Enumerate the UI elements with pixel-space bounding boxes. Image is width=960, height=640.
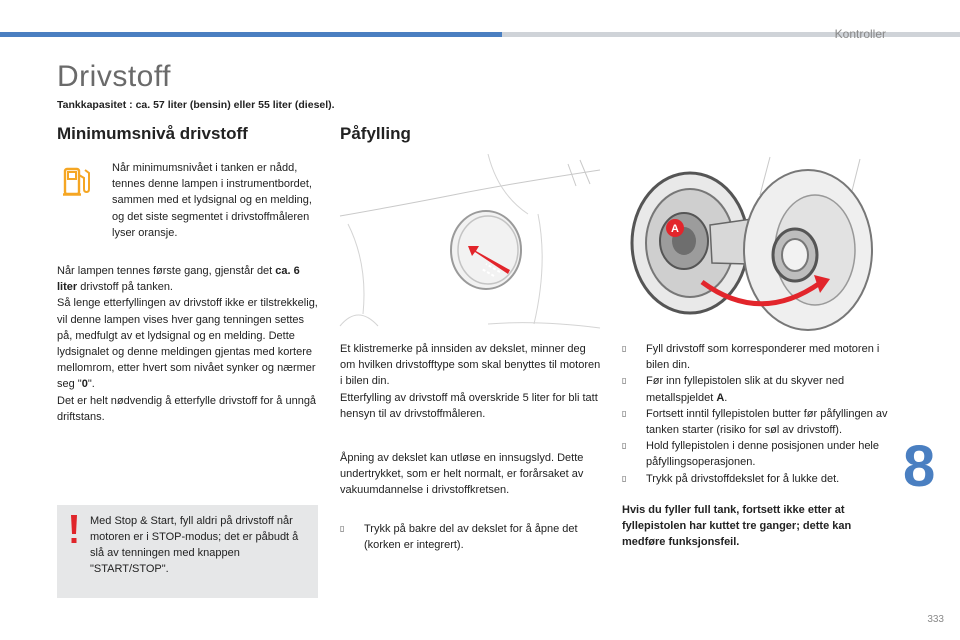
repeat-warning-text — [57, 295, 319, 392]
step-text: Trykk på drivstoffdekslet for å lukke det. — [646, 472, 840, 485]
exclamation-icon — [67, 513, 81, 547]
label-a: A — [671, 223, 679, 235]
step-text: Før inn fyllepistolen slik at du skyver ned metallspjeldet — [646, 375, 845, 404]
sticker-info-paragraph — [340, 341, 602, 422]
remaining-suffix: drivstoff på tanken. — [77, 281, 173, 294]
fuel-pump-icon — [62, 165, 92, 199]
list-item — [622, 471, 890, 487]
repeat-suffix: ". — [87, 378, 95, 391]
step-text-suffix: . — [724, 391, 728, 404]
bullet-icon: ▯ — [622, 344, 627, 353]
bullet-icon: ▯ — [622, 473, 627, 483]
repeat-zero: 0 — [81, 378, 88, 391]
bullet-icon: ▯ — [622, 376, 627, 386]
step-text: Fyll drivstoff som korresponderer med motoren i bilen din. — [646, 343, 880, 372]
first-light-paragraph — [57, 263, 319, 425]
bullet-icon: ▯ — [622, 408, 627, 418]
full-tank-note: Hvis du fyller full tank, fortsett ikke etter at fyllepistolen har kuttet tre ganger; dette kan medføre funksjonsfeil. — [622, 504, 852, 549]
remaining-amount: ca. 6 liter — [57, 265, 300, 294]
refill-needed-text: Det er helt nødvendig å etterfylle drivstoff for å unngå driftstans. — [57, 394, 317, 423]
bullet-icon: ▯ — [622, 441, 627, 451]
step-bold-label: A — [716, 391, 725, 404]
page-title: Drivstoff — [57, 60, 171, 93]
page-number: 333 — [927, 614, 944, 625]
step-text: Fortsett inntil fyllepistolen butter før påfyllingen av tanken starter (risiko for søl av drivstoff). — [646, 407, 888, 437]
list-item — [622, 438, 890, 470]
repeat-prefix: Så lenge etterfyllingen av drivstoff ikke er tilstrekkelig, vil denne lampen vises hver gang tenningen settes på, medfulgt av et lydsignal og en melding. Dette lydsignalet og denne meldingen gjentas med kortere mellomrom, etter hvert som nivået synker og nærmer seg " — [57, 297, 318, 391]
tank-capacity: Tankkapasitet : ca. 57 liter (bensin) eller 55 liter (diesel). — [57, 99, 335, 111]
fuel-flap-open-illustration — [620, 155, 888, 335]
fuel-flap-closed-svg — [338, 154, 603, 332]
list-item — [622, 373, 890, 405]
step-text: Hold fyllepistolen i denne posisjonen under hele påfyllingsoperasjonen. — [646, 440, 879, 469]
press-flap-step — [340, 521, 602, 553]
header-accent-bar — [0, 32, 502, 37]
list-item — [622, 341, 890, 373]
minimum-level-heading: Minimumsnivå drivstoff — [57, 124, 248, 143]
min-fill-text: Etterfylling av drivstoff må overskride 5 liter for bli tatt hensyn til av drivstoffmåleren. — [340, 391, 598, 420]
exclamation-icon-svg — [67, 513, 81, 547]
remaining-prefix: Når lampen tennes første gang, gjenstår det — [57, 265, 276, 277]
refuelling-heading: Påfylling — [340, 124, 411, 143]
bullet-icon: ▯ — [340, 524, 345, 533]
press-flap-step-text: Trykk på bakre del av dekslet for å åpne det (korken er integrert). — [364, 523, 578, 552]
chapter-number: 8 — [903, 434, 936, 499]
stop-start-warning-text: Med Stop & Start, fyll aldri på drivstoff når motoren er i STOP-modus; det er påbudt å slå av tenningen med knappen "START/STOP". — [90, 515, 299, 575]
sticker-text: Et klistremerke på innsiden av dekslet, minner deg om hvilken drivstofftype som skal benyttes til motoren i bilen din. — [340, 343, 601, 388]
fuel-pump-icon-svg — [62, 165, 92, 199]
stop-start-warning-box — [57, 505, 318, 598]
list-item — [622, 406, 890, 438]
fuel-flap-closed-illustration — [338, 154, 603, 332]
remaining-fuel-text — [57, 263, 319, 295]
header-grey-bar — [502, 32, 960, 37]
section-label: Kontroller — [834, 27, 886, 41]
refuelling-steps-list — [622, 341, 890, 487]
low-fuel-light-description: Når minimumsnivået i tanken er nådd, tennes denne lampen i instrumentbordet, sammen med et lydsignal og en melding, og det siste segmentet i drivstoffmåleren lyser oransje. — [112, 162, 312, 239]
opening-noise-text: Åpning av dekslet kan utløse en innsugslyd. Dette undertrykket, som er helt normalt, er forårsaket av vakuumdannelse i drivstoffkretsen. — [340, 452, 584, 497]
fuel-flap-open-svg — [620, 155, 888, 335]
